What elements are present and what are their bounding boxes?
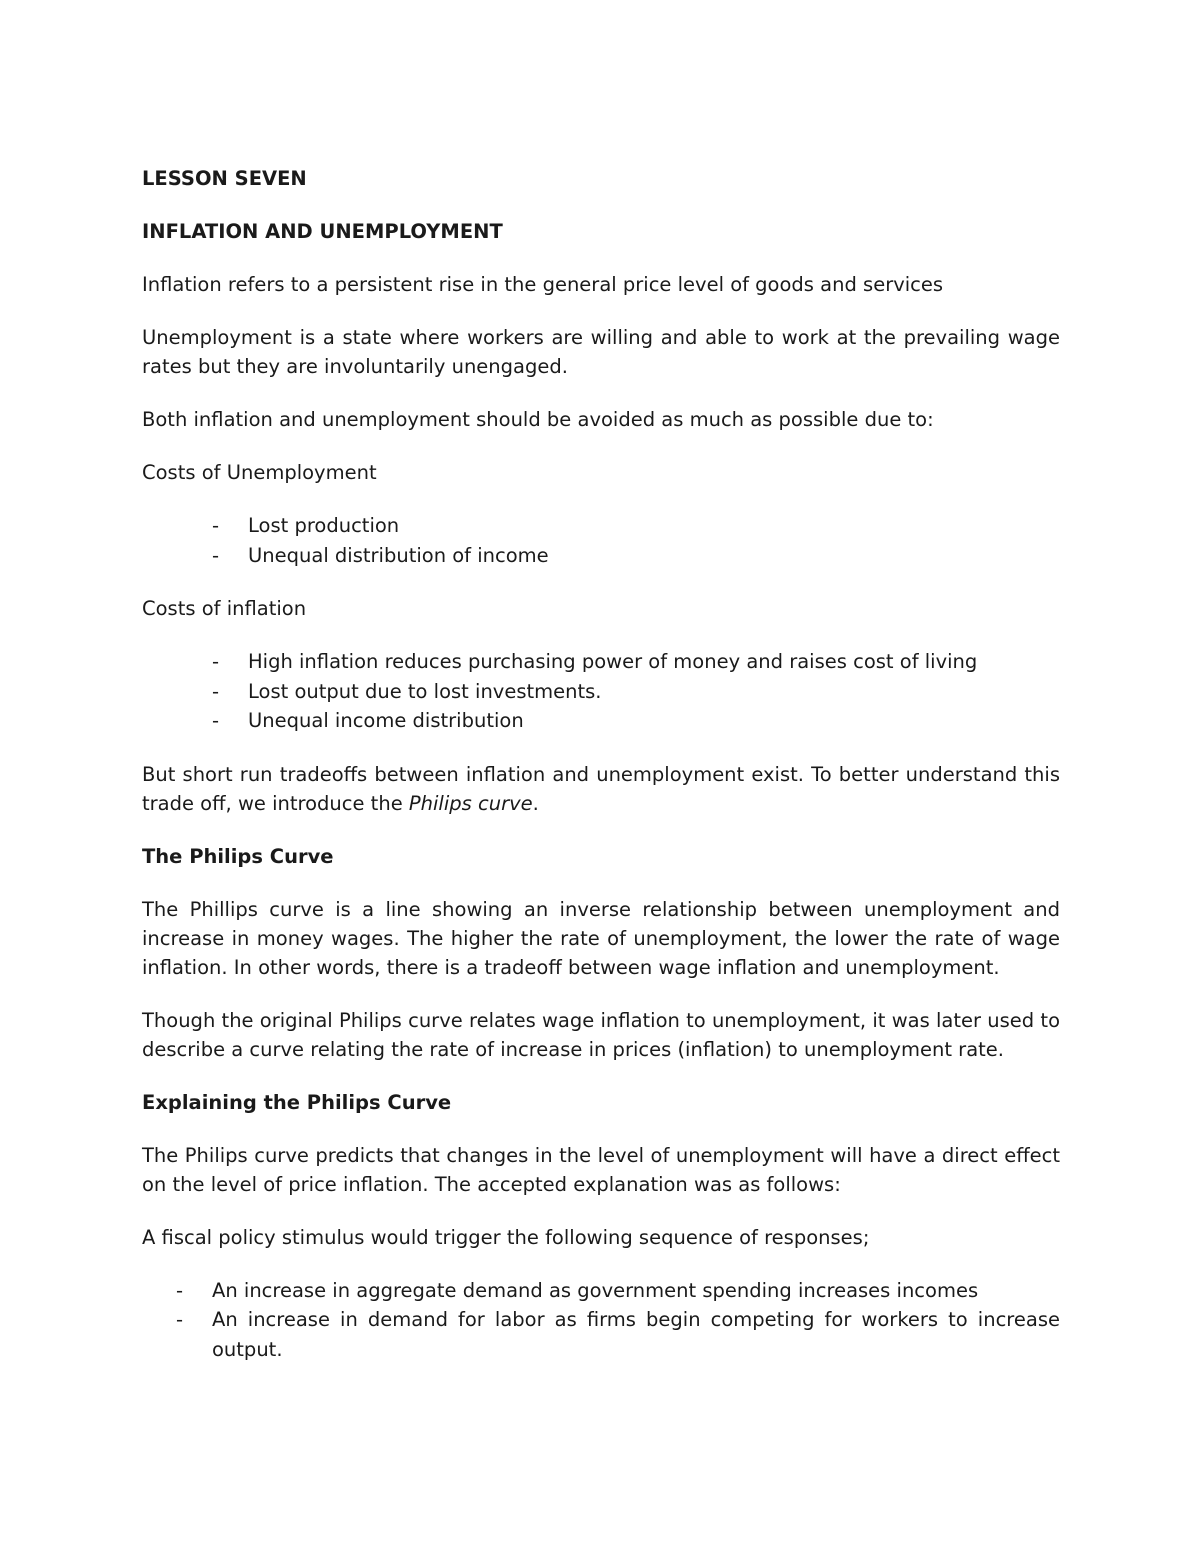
section-title: INFLATION AND UNEMPLOYMENT [142,220,503,243]
dash-bullet: - [212,709,220,732]
dash-bullet: - [176,1308,184,1331]
tradeoff-end: . [532,791,539,815]
list-item-text: Unequal distribution of income [248,543,549,567]
costs-inflation-list [142,647,1060,736]
list-item [142,706,1060,736]
dash-bullet: - [212,543,220,567]
list-item-text: An increase in aggregate demand as government spending increases incomes [212,1278,979,1302]
list-item [142,1276,1060,1306]
philips-curve-heading: The Philips Curve [142,844,334,868]
philips-curve-emphasis: Philips curve [408,791,533,815]
document-page [142,164,1060,1388]
dash-bullet: - [176,1278,184,1302]
costs-unemployment-heading: Costs of Unemployment [142,461,377,484]
explaining-paragraph: The Philips curve predicts that changes in the level of unemployment will have a direct effect on the level of price inflation. The accepted explanation was as follows: [142,1143,1060,1196]
list-item [142,677,1060,707]
list-item [142,541,1060,571]
dash-bullet: - [212,679,220,703]
inflation-definition: Inflation refers to a persistent rise in the general price level of goods and services [142,273,944,296]
lesson-title: LESSON SEVEN [142,167,307,190]
list-item [142,647,1060,677]
tradeoff-paragraph [142,760,1060,818]
philips-paragraph-1: The Phillips curve is a line showing an inverse relationship between unemployment and increase in money wages. The higher the rate of unemployment, the lower the rate of wage inflation. In other words, there is a tradeoff between wage inflation and unemployment. [142,897,1060,979]
costs-unemployment-list [142,511,1060,570]
explaining-heading: Explaining the Philips Curve [142,1090,452,1114]
tradeoff-text: But short run tradeoffs between inflation and unemployment exist. To better understand this trade off, we introduce the [142,762,1060,815]
costs-inflation-heading: Costs of inflation [142,597,307,620]
list-item-text: Lost production [248,514,400,537]
list-item-text: Lost output due to lost investments. [248,679,602,703]
philips-paragraph-2: Though the original Philips curve relates wage inflation to unemployment, it was later used to describe a curve relating the rate of increase in prices (inflation) to unemployment rate. [142,1008,1060,1061]
list-item-text: Unequal income distribution [248,709,524,732]
avoid-intro: Both inflation and unemployment should be avoided as much as possible due to: [142,408,934,431]
fiscal-responses-list [142,1276,1060,1365]
fiscal-intro: A fiscal policy stimulus would trigger the following sequence of responses; [142,1225,870,1249]
unemployment-definition: Unemployment is a state where workers are willing and able to work at the prevailing wage rates but they are involuntarily unengaged. [142,326,1060,378]
dash-bullet: - [212,650,220,673]
list-item-text: An increase in demand for labor as firms begin competing for workers to increase output. [212,1308,1060,1361]
list-item-text: High inflation reduces purchasing power of money and raises cost of living [248,650,978,673]
list-item [142,1305,1060,1364]
dash-bullet: - [212,514,220,537]
list-item [142,511,1060,541]
